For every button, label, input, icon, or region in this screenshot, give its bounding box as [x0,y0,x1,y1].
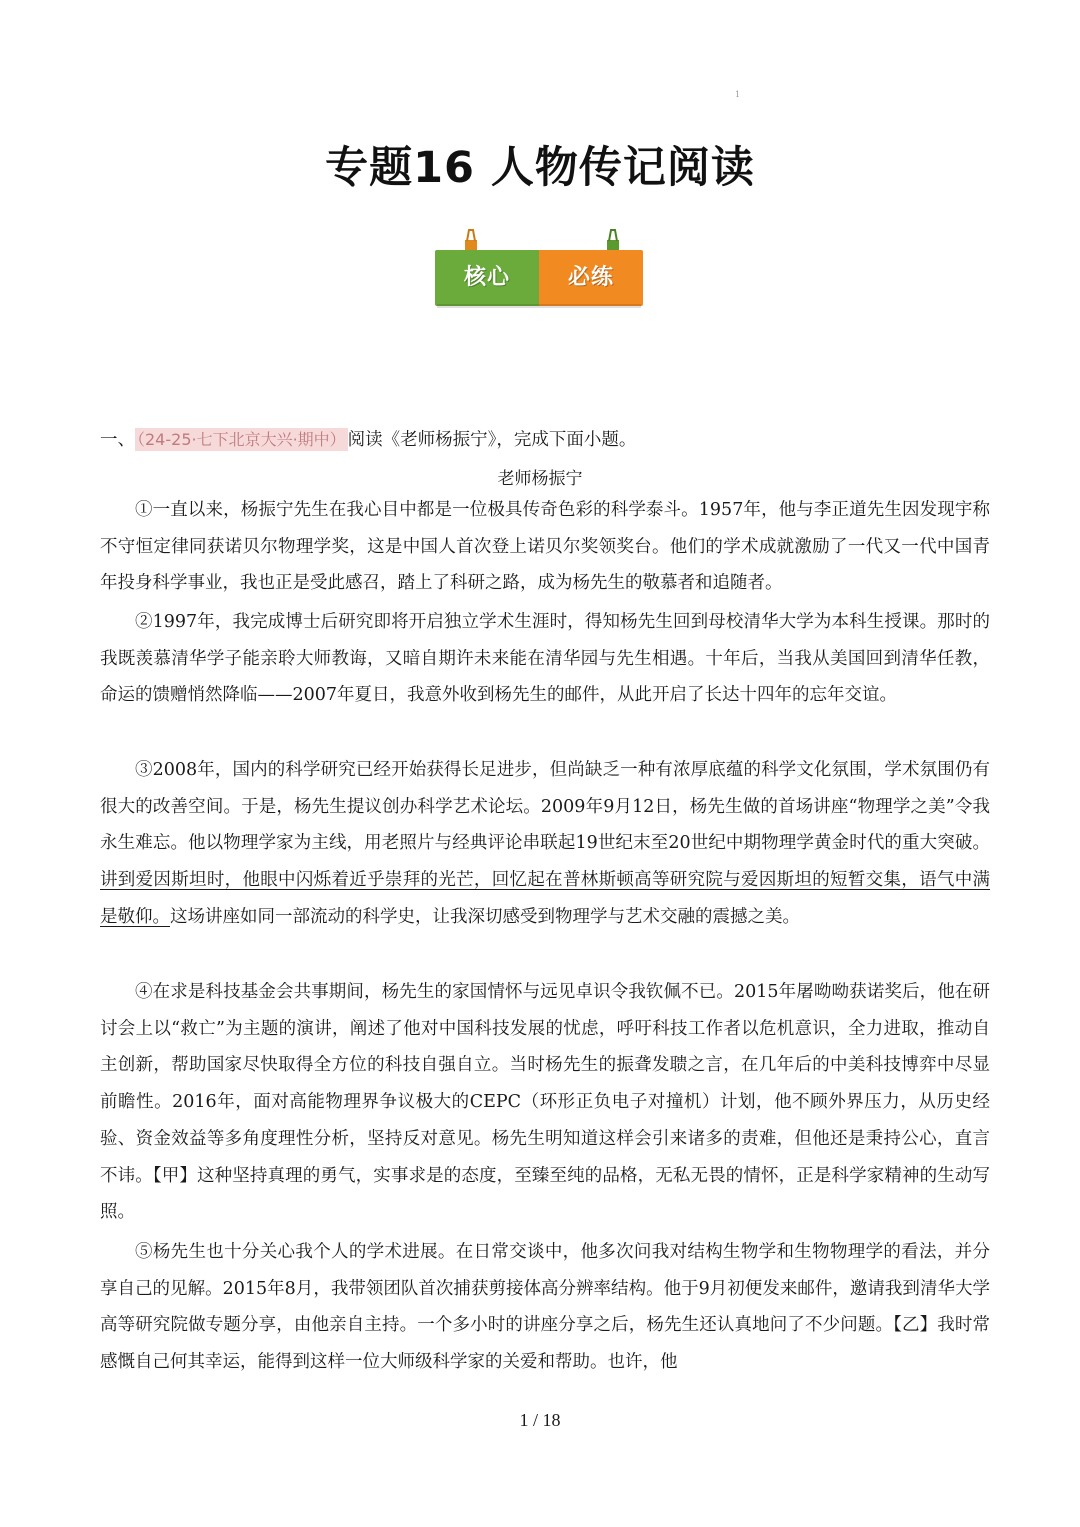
question-number: 一、 [100,430,135,450]
question-source-tag: （24-25·七下北京大兴·期中） [137,430,346,449]
paragraph-3-text-a: ③2008年，国内的科学研究已经开始获得长足进步，但尚缺乏一种有浓厚底蕴的科学文化氛围，学术氛围仍有很大的改善空间。于是，杨先生提议创办科学艺术论坛。2009年9月12日，杨先生做的首场讲座“物理学之美”令我永生难忘。他以物理学家为主线，用老照片与经典评论串联起19世纪末至20世纪中期物理学黄金时代的重大突破。 [100,760,990,854]
core-practice-badge [433,228,643,308]
paragraph-3 [100,752,990,936]
page-title: 专题16 人物传记阅读 [325,143,755,193]
badge-label-practice: 必练 [539,250,643,306]
paragraph-3-text-b: 这场讲座如同一部流动的科学史，让我深切感受到物理学与艺术交融的震撼之美。 [170,906,800,927]
badge-label-core: 核心 [435,250,539,306]
paragraph-5: ⑤杨先生也十分关心我个人的学术进展。在日常交谈中，他多次问我对结构生物学和生物物理学的看法，并分享自己的见解。2015年8月，我带领团队首次捕获剪接体高分辨率结构。他于9月初便发来邮件，邀请我到清华大学高等研究院做专题分享，由他亲自主持。一个多小时的讲座分享之后，杨先生还认真地问了不少问题。【乙】我时常感慨自己何其幸运，能得到这样一位大师级科学家的关爱和帮助。也许，他 [100,1242,990,1373]
paragraph-1: ①一直以来，杨振宁先生在我心目中都是一位极具传奇色彩的科学泰斗。1957年，他与李正道先生因发现宇称不守恒定律同获诺贝尔物理学奖，这是中国人首次登上诺贝尔奖领奖台。他们的学术成就激励了一代又一代中国青年投身科学事业，我也正是受此感召，踏上了科研之路，成为杨先生的敬慕者和追随者。 [100,500,990,594]
badge-shadow [437,304,641,308]
paragraph-2: ②1997年，我完成博士后研究即将开启独立学术生涯时，得知杨先生回到母校清华大学为本科生授课。那时的我既羡慕清华学子能亲聆大师教诲，又暗自期许未来能在清华园与先生相遇。十年后，当我从美国回到清华任教，命运的馈赠悄然降临——2007年夏日，我意外收到杨先生的邮件，从此开启了长达十四年的忘年交谊。 [100,612,990,706]
paragraph-4: ④在求是科技基金会共事期间，杨先生的家国情怀与远见卓识令我钦佩不已。2015年屠呦呦获诺奖后，他在研讨会上以“救亡”为主题的演讲，阐述了他对中国科技发展的忧虑，呼吁科技工作者以危机意识，全力进取，推动自主创新，帮助国家尽快取得全方位的科技自强自立。当时杨先生的振聋发聩之言，在几年后的中美科技博弈中尽显前瞻性。2016年，面对高能物理界争议极大的CEPC（环形正负电子对撞机）计划，他不顾外界压力，从历史经验、资金效益等多角度理性分析，坚持反对意见。杨先生明知道这样会引来诸多的责难，但他还是秉持公心，直言不讳。【甲】这种坚持真理的勇气，实事求是的态度，至臻至纯的品格，无私无畏的情怀，正是科学家精神的生动写照。 [100,982,990,1223]
page-number: 1 / 18 [519,1410,561,1430]
page-mark: 1 [735,90,741,99]
passage-title: 老师杨振宁 [497,469,583,489]
question-heading [100,426,636,451]
paragraph-3-underlined: 讲到爱因斯坦时，他眼中闪烁着近乎崇拜的光芒，回忆起在普林斯顿高等研究院与爱因斯坦的短暂交集，语气中满是敬仰。 [100,870,990,927]
question-instruction: 阅读《老师杨振宁》，完成下面小题。 [347,430,637,450]
